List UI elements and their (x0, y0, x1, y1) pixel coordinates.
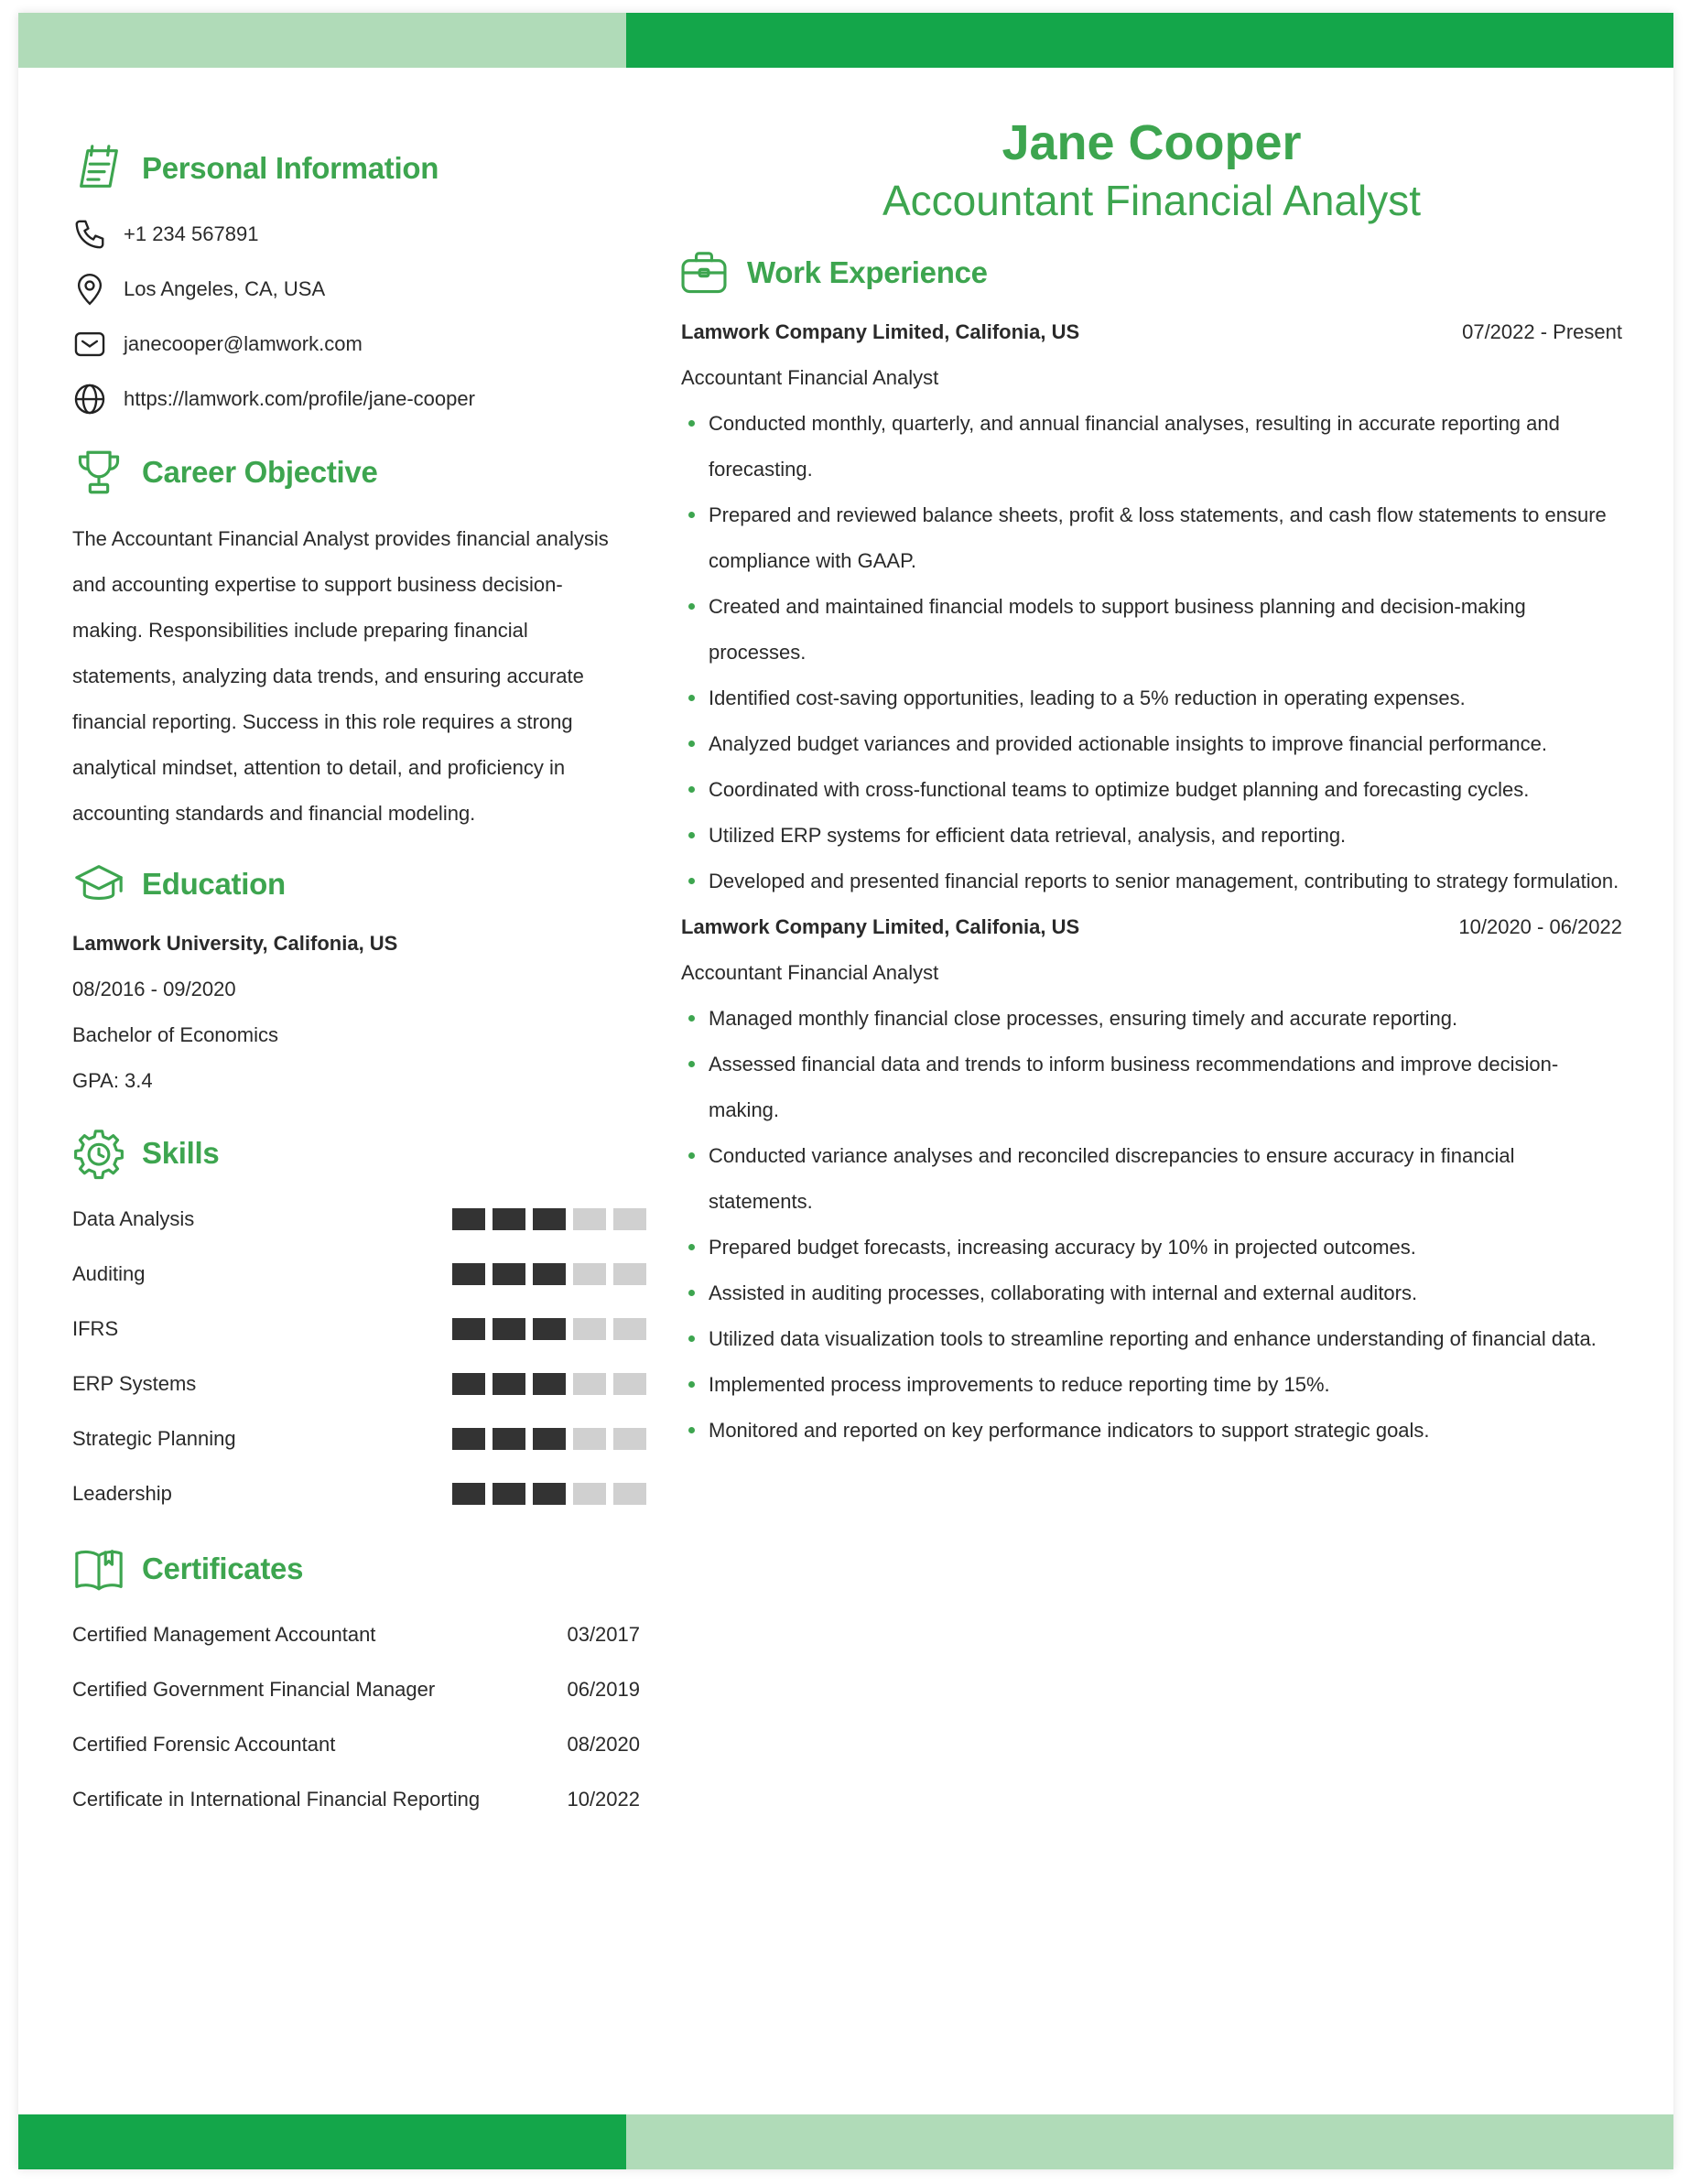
certificates-header (72, 1541, 640, 1596)
bottom-band-light (626, 2114, 1673, 2169)
job-header (681, 309, 1622, 355)
top-band-dark (626, 13, 1673, 68)
contact-website (72, 372, 640, 427)
job-bullet (681, 767, 1622, 813)
job-bullet (681, 1408, 1622, 1454)
job-bullet (681, 813, 1622, 859)
job-dates: 07/2022 - Present (1462, 320, 1622, 343)
job-bullet (681, 1042, 1622, 1133)
skill-name: IFRS (72, 1317, 119, 1340)
contact-phone (72, 207, 640, 262)
skill-row (72, 1302, 640, 1357)
bullet-line: compliance with GAAP. (709, 549, 917, 572)
skill-level-filled (493, 1208, 525, 1230)
certificate-name: Certified Forensic Accountant (72, 1733, 336, 1756)
job-bullets (681, 401, 1622, 904)
gear-clock-icon (72, 1127, 125, 1180)
work-experience-header (677, 245, 1622, 300)
skill-level-empty (613, 1373, 646, 1395)
job-position: Accountant Financial Analyst (681, 366, 939, 389)
skill-level-filled (533, 1373, 566, 1395)
skill-level-filled (493, 1318, 525, 1340)
phone-text: +1 234 567891 (124, 222, 259, 245)
certificate-name: Certified Government Financial Manager (72, 1678, 436, 1701)
job-header (681, 904, 1622, 950)
skill-level-filled (533, 1263, 566, 1285)
skill-level-filled (533, 1483, 566, 1505)
skills-header (72, 1126, 640, 1181)
skill-level-filled (452, 1318, 485, 1340)
certificate-date: 08/2020 (567, 1733, 640, 1756)
skill-level-empty (573, 1373, 606, 1395)
skill-level-empty (613, 1318, 646, 1340)
objective-line: statements, analyzing data trends, and ensuring accurate (72, 665, 584, 687)
skill-level-empty (613, 1483, 646, 1505)
bullet-line: Conducted variance analyses and reconciled discrepancies to ensure accuracy in financial statements. (709, 1144, 1515, 1213)
skill-level-empty (573, 1208, 606, 1230)
career-objective-title: Career Objective (142, 455, 378, 489)
skill-level-filled (452, 1483, 485, 1505)
bullet-line: Coordinated with cross-functional teams to optimize budget planning and forecasting cycles. (709, 778, 1530, 801)
skill-row (72, 1192, 640, 1247)
skill-name: Auditing (72, 1262, 146, 1285)
skill-level-filled (452, 1373, 485, 1395)
certificate-row (72, 1717, 640, 1772)
bullet-line: Assisted in auditing processes, collaborating with internal and external auditors. (709, 1281, 1418, 1304)
education-header (72, 857, 640, 912)
skill-row (72, 1247, 640, 1302)
bullet-line: Analyzed budget variances and provided actionable insights to improve financial performance. (709, 732, 1547, 755)
career-objective-text (72, 516, 640, 837)
objective-line: financial reporting. Success in this role requires a strong (72, 710, 573, 733)
skill-level-empty (573, 1428, 606, 1450)
location-pin-icon (72, 272, 107, 307)
skill-level-empty (573, 1263, 606, 1285)
certificates-title: Certificates (142, 1552, 304, 1585)
bullet-line: Prepared budget forecasts, increasing accuracy by 10% in projected outcomes. (709, 1236, 1416, 1259)
bottom-band-dark (18, 2114, 626, 2169)
website-text: https://lamwork.com/profile/jane-cooper (124, 387, 475, 410)
bullet-line: Created and maintained financial models to support business planning and decision-making (709, 595, 1526, 618)
skill-level-meter (452, 1428, 646, 1450)
job-bullet (681, 1133, 1622, 1225)
education-degree: Bachelor of Economics (72, 1023, 278, 1046)
skills-list (72, 1192, 640, 1521)
location-text: Los Angeles, CA, USA (124, 277, 326, 300)
bullet-line: Assessed financial data and trends to inform business recommendations and improve decision- (709, 1053, 1559, 1076)
contact-email (72, 317, 640, 372)
job-bullet (681, 859, 1622, 904)
bullet-line: Monitored and reported on key performance indicators to support strategic goals. (709, 1419, 1430, 1442)
bullet-line: processes. (709, 641, 807, 664)
bullet-line: making. (709, 1098, 780, 1121)
skill-level-meter (452, 1373, 646, 1395)
skill-level-filled (493, 1428, 525, 1450)
skill-level-filled (452, 1263, 485, 1285)
right-column (681, 114, 1622, 1454)
bullet-line: Utilized ERP systems for efficient data retrieval, analysis, and reporting. (709, 824, 1347, 847)
calendar-note-icon (72, 142, 125, 195)
objective-line: and accounting expertise to support business decision- (72, 573, 563, 596)
job-bullet (681, 492, 1622, 584)
personal-info-header (72, 141, 640, 196)
certificate-row (72, 1772, 640, 1827)
skill-name: Strategic Planning (72, 1427, 236, 1450)
skill-level-meter (452, 1483, 646, 1505)
skill-level-filled (533, 1318, 566, 1340)
job-bullet (681, 401, 1622, 492)
job-company: Lamwork Company Limited, Califonia, US (681, 915, 1080, 938)
bullet-line: Prepared and reviewed balance sheets, profit & loss statements, and cash flow statements to ensure (709, 503, 1607, 526)
skill-name: Leadership (72, 1482, 172, 1505)
trophy-icon (72, 446, 125, 499)
skill-level-filled (452, 1428, 485, 1450)
certificate-date: 03/2017 (567, 1623, 640, 1646)
certificate-row (72, 1607, 640, 1662)
skill-level-empty (613, 1263, 646, 1285)
skill-level-empty (613, 1208, 646, 1230)
certificate-date: 06/2019 (567, 1678, 640, 1701)
objective-line: The Accountant Financial Analyst provides financial analysis (72, 527, 609, 550)
skill-level-filled (493, 1263, 525, 1285)
briefcase-icon (677, 246, 731, 299)
skill-name: ERP Systems (72, 1372, 197, 1395)
skill-level-meter (452, 1263, 646, 1285)
globe-icon (72, 382, 107, 416)
objective-line: analytical mindset, attention to detail, and proficiency in (72, 756, 566, 779)
education-school: Lamwork University, Califonia, US (72, 932, 398, 955)
job-bullet (681, 996, 1622, 1042)
job-bullet (681, 1270, 1622, 1316)
contact-location (72, 262, 640, 317)
certificate-name: Certificate in International Financial Reporting (72, 1788, 481, 1811)
skill-level-empty (573, 1483, 606, 1505)
skill-level-filled (493, 1373, 525, 1395)
bullet-line: Managed monthly financial close processes, ensuring timely and accurate reporting. (709, 1007, 1458, 1030)
certificates-list (72, 1607, 640, 1827)
career-objective-header (72, 445, 640, 500)
graduation-cap-icon (72, 858, 125, 911)
education-entry (72, 921, 640, 1104)
job-bullets (681, 996, 1622, 1454)
jobs-list (681, 309, 1622, 1454)
job-bullet (681, 1362, 1622, 1408)
open-book-icon (72, 1542, 125, 1595)
bullet-line: Implemented process improvements to reduce reporting time by 15%. (709, 1373, 1330, 1396)
bullet-line: Utilized data visualization tools to streamline reporting and enhance understanding of financial data. (709, 1327, 1597, 1350)
certificate-date: 10/2022 (567, 1788, 640, 1811)
skill-row (72, 1466, 640, 1521)
objective-line: accounting standards and financial modeling. (72, 802, 476, 825)
candidate-name: Jane Cooper (1001, 115, 1302, 170)
skill-row (72, 1411, 640, 1466)
top-band-light (18, 13, 626, 68)
left-column (72, 141, 640, 1827)
job-bullet (681, 676, 1622, 721)
skill-level-empty (613, 1428, 646, 1450)
certificate-row (72, 1662, 640, 1717)
job-position: Accountant Financial Analyst (681, 961, 939, 984)
skill-row (72, 1357, 640, 1411)
work-experience-title: Work Experience (747, 255, 988, 289)
skill-level-meter (452, 1208, 646, 1230)
bullet-line: forecasting. (709, 458, 813, 481)
job-bullet (681, 584, 1622, 676)
education-dates: 08/2016 - 09/2020 (72, 978, 236, 1000)
bottom-color-band (18, 2114, 1673, 2169)
bullet-line: Identified cost-saving opportunities, leading to a 5% reduction in operating expenses. (709, 687, 1466, 709)
job-company: Lamwork Company Limited, Califonia, US (681, 320, 1080, 343)
skill-level-filled (533, 1428, 566, 1450)
skill-level-filled (452, 1208, 485, 1230)
education-gpa: GPA: 3.4 (72, 1069, 153, 1092)
job-dates: 10/2020 - 06/2022 (1458, 915, 1622, 938)
skill-level-empty (573, 1318, 606, 1340)
bullet-line: Conducted monthly, quarterly, and annual financial analyses, resulting in accurate reporting and (709, 412, 1560, 435)
skills-title: Skills (142, 1136, 220, 1170)
skill-level-filled (533, 1208, 566, 1230)
resume-page (18, 13, 1673, 2169)
job-bullet (681, 721, 1622, 767)
job-bullet (681, 1225, 1622, 1270)
job-entry (681, 904, 1622, 1454)
email-icon (72, 327, 107, 362)
job-bullet (681, 1316, 1622, 1362)
candidate-role: Accountant Financial Analyst (882, 177, 1422, 224)
phone-icon (72, 217, 107, 252)
skill-name: Data Analysis (72, 1207, 195, 1230)
personal-info-title: Personal Information (142, 151, 439, 185)
job-entry (681, 309, 1622, 904)
bullet-line: Developed and presented financial reports to senior management, contributing to strategy formulation. (709, 870, 1619, 892)
email-text: janecooper@lamwork.com (124, 332, 363, 355)
objective-line: making. Responsibilities include preparing financial (72, 619, 528, 642)
certificate-name: Certified Management Accountant (72, 1623, 376, 1646)
top-color-band (18, 13, 1673, 68)
skill-level-meter (452, 1318, 646, 1340)
skill-level-filled (493, 1483, 525, 1505)
education-title: Education (142, 867, 286, 901)
